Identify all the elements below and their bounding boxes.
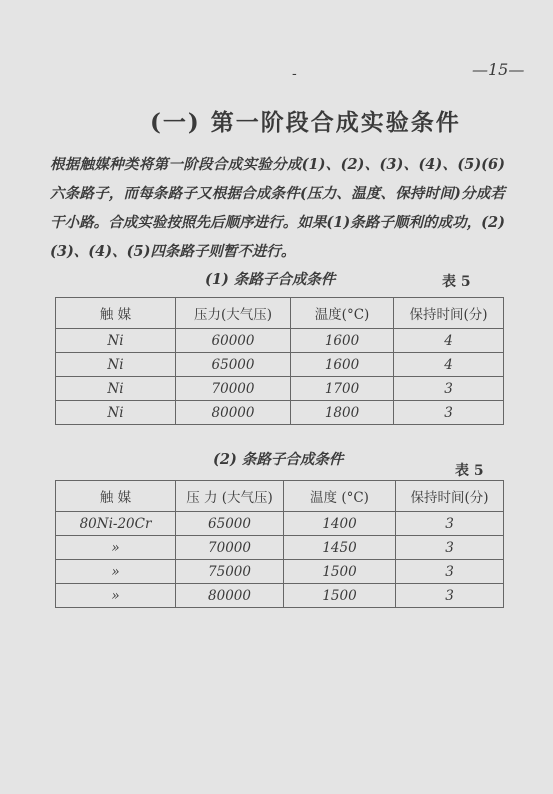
table-cell: 70000 [176,377,291,401]
table-cell: 80000 [176,401,291,425]
table1-tag: 表 5 [442,274,471,290]
table-cell: 4 [394,353,504,377]
table-cell: 3 [394,401,504,425]
table-cell: 80000 [176,584,284,608]
column-header: 保持时间(分) [396,481,504,512]
column-header: 压 力 (大气压) [176,481,284,512]
table1-title: (1) 条路子合成条件 [205,271,336,288]
table-cell: 3 [396,560,504,584]
table-row [56,536,504,560]
table-cell: 75000 [176,560,284,584]
table-cell: 70000 [176,536,284,560]
table-row [56,329,504,353]
table2-tag: 表 5 [455,463,484,479]
header-dash: - [292,66,297,82]
table-cell: Ni [56,353,176,377]
page-number: —15— [472,60,525,79]
table-row [56,560,504,584]
column-header: 保持时间(分) [394,298,504,329]
table-cell: 80Ni-20Cr [56,512,176,536]
table-cell: 1800 [291,401,394,425]
table-cell: » [56,560,176,584]
table-row [56,512,504,536]
table-cell: 1700 [291,377,394,401]
column-header: 压力(大气压) [176,298,291,329]
table-row [56,584,504,608]
column-header: 温度 (°C) [284,481,396,512]
column-header: 触 媒 [56,481,176,512]
table-cell: 3 [394,377,504,401]
table-cell: » [56,584,176,608]
column-header: 触 媒 [56,298,176,329]
table-row [56,401,504,425]
table-cell: » [56,536,176,560]
table-cell: 1500 [284,560,396,584]
table-header-row [56,298,504,329]
table-cell: 4 [394,329,504,353]
column-header: 温度(°C) [291,298,394,329]
table-cell: 1500 [284,584,396,608]
table2 [55,480,504,608]
table-cell: 3 [396,584,504,608]
table-cell: 65000 [176,353,291,377]
section-title: (一) 第一阶段合成实验条件 [150,109,461,136]
table2-title: (2) 条路子合成条件 [213,451,344,468]
table-cell: Ni [56,401,176,425]
table-cell: 65000 [176,512,284,536]
body-paragraph: 根据触媒种类将第一阶段合成实验分成(1)、(2)、(3)、(4)、(5)(6)六条路子，而每条路子又根据合成条件(压力、温度、保持时间)分成若干小路。合成实验按照先后顺序进行。如果(1)条路子顺利的成功，(2)(3)、(4)、(5)四条路子则暂不进行。 [50,156,505,260]
table-cell: 1450 [284,536,396,560]
table-cell: Ni [56,329,176,353]
table-cell: 1600 [291,353,394,377]
table-cell: 60000 [176,329,291,353]
table-header-row [56,481,504,512]
table1 [55,297,504,425]
table-row [56,377,504,401]
table-cell: 1600 [291,329,394,353]
table-cell: 3 [396,512,504,536]
table-row [56,353,504,377]
table-cell: 3 [396,536,504,560]
table-cell: 1400 [284,512,396,536]
table-cell: Ni [56,377,176,401]
